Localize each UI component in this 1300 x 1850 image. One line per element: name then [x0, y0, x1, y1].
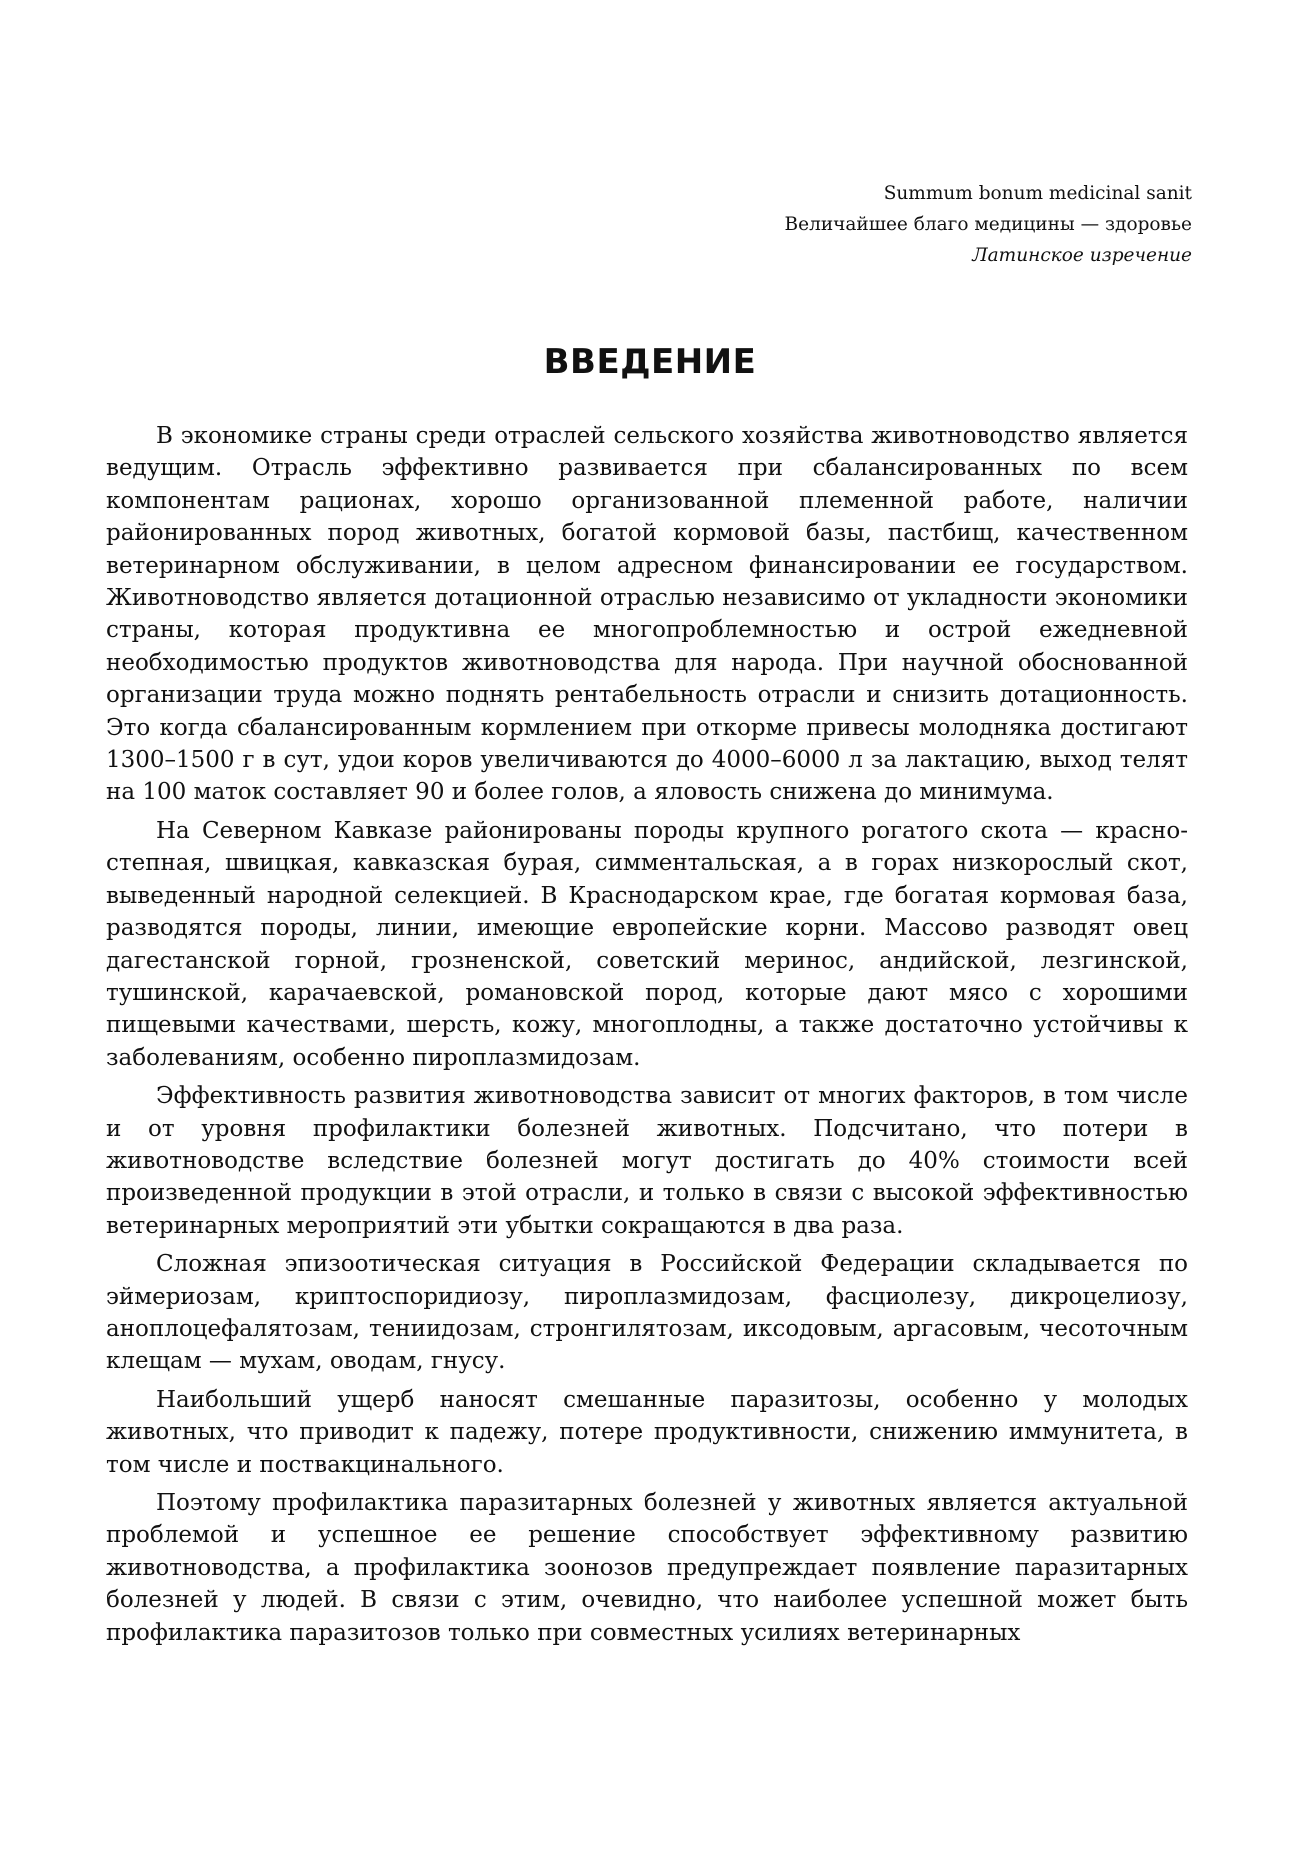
paragraph: На Северном Кавказе районированы породы крупного рогатого скота — красно-степная, швицкая, кавказская бурая, симментальская, а в горах низкорослый скот, выведенный народной селекцией. В Краснодарском крае, где богатая кормовая база, разводятся породы, линии, имеющие европейские корни. Массово разводят овец дагестанской горной, грозненской, советский меринос, андийской, лезгинской, тушинской, карачаевской, романовской пород, которые дают мясо с хорошими пищевыми качествами, шерсть, кожу, многоплодны, а также достаточно устойчивы к заболеваниям, особенно пироплазмидозам.	[106, 817, 1188, 1071]
chapter-title: ВВЕДЕНИЕ	[543, 342, 757, 382]
paragraph: Эффективность развития животноводства зависит от многих факторов, в том числе и от уровня профилактики болезней животных. Подсчитано, что потери в животноводстве вследствие болезней могут достигать до 40% стоимости всей произведенной продукции в этой отрасли, и только в связи с высокой эффективностью ветеринарных мероприятий эти убытки сокращаются в два раза.	[106, 1083, 1188, 1239]
epigraph-attribution: Латинское изречение	[972, 245, 1192, 266]
paragraph: Поэтому профилактика паразитарных болезней у животных является актуальной проблемой и успешное ее решение способствует эффективному развитию животноводства, а профилактика зоонозов предупреждает появление паразитарных болезней у людей. В связи с этим, очевидно, что наиболее успешной может быть профилактика паразитозов только при совместных усилиях ветеринарных	[106, 1490, 1188, 1646]
epigraph-latin: Summum bonum medicinal sanit	[883, 183, 1192, 204]
paragraph: В экономике страны среди отраслей сельского хозяйства животноводство является ведущим. Отрасль эффективно развивается при сбалансированных по всем компонентам рационах, хорошо организованной племенной работе, наличии районированных пород животных, богатой кормовой базы, пастбищ, качественном ветеринарном обслуживании, в целом адресном финансировании ее государством. Животноводство является дотационной отраслью независимо от укладности экономики страны, которая продуктивна ее многопроблемностью и острой ежедневной необходимостью продуктов животноводства для народа. При научной обоснованной организации труда можно поднять рентабельность отрасли и снизить дотационность. Это когда сбалансированным кормлением при откорме привесы молодняка достигают 1300–1500 г в сут, удои коров увеличиваются до 4000–6000 л за лактацию, выход телят на 100 маток составляет 90 и более голов, а яловость снижена до минимума.	[106, 423, 1188, 806]
body-text	[106, 420, 1188, 1655]
epigraph-translation: Величайшее благо медицины — здоровье	[784, 214, 1192, 235]
paragraph: Наибольший ущерб наносят смешанные паразитозы, особенно у молодых животных, что приводит к падежу, потере продуктивности, снижению иммунитета, в том числе и поствакцинального.	[106, 1386, 1188, 1478]
paragraph: Сложная эпизоотическая ситуация в Российской Федерации складывается по эймериозам, криптоспоридиозу, пироплазмидозам, фасциолезу, дикроцелиозу, аноплоцефалятозам, тениидозам, стронгилятозам, иксодовым, аргасовым, чесоточным клещам — мухам, оводам, гнусу.	[106, 1251, 1188, 1375]
epigraph	[492, 178, 1192, 271]
